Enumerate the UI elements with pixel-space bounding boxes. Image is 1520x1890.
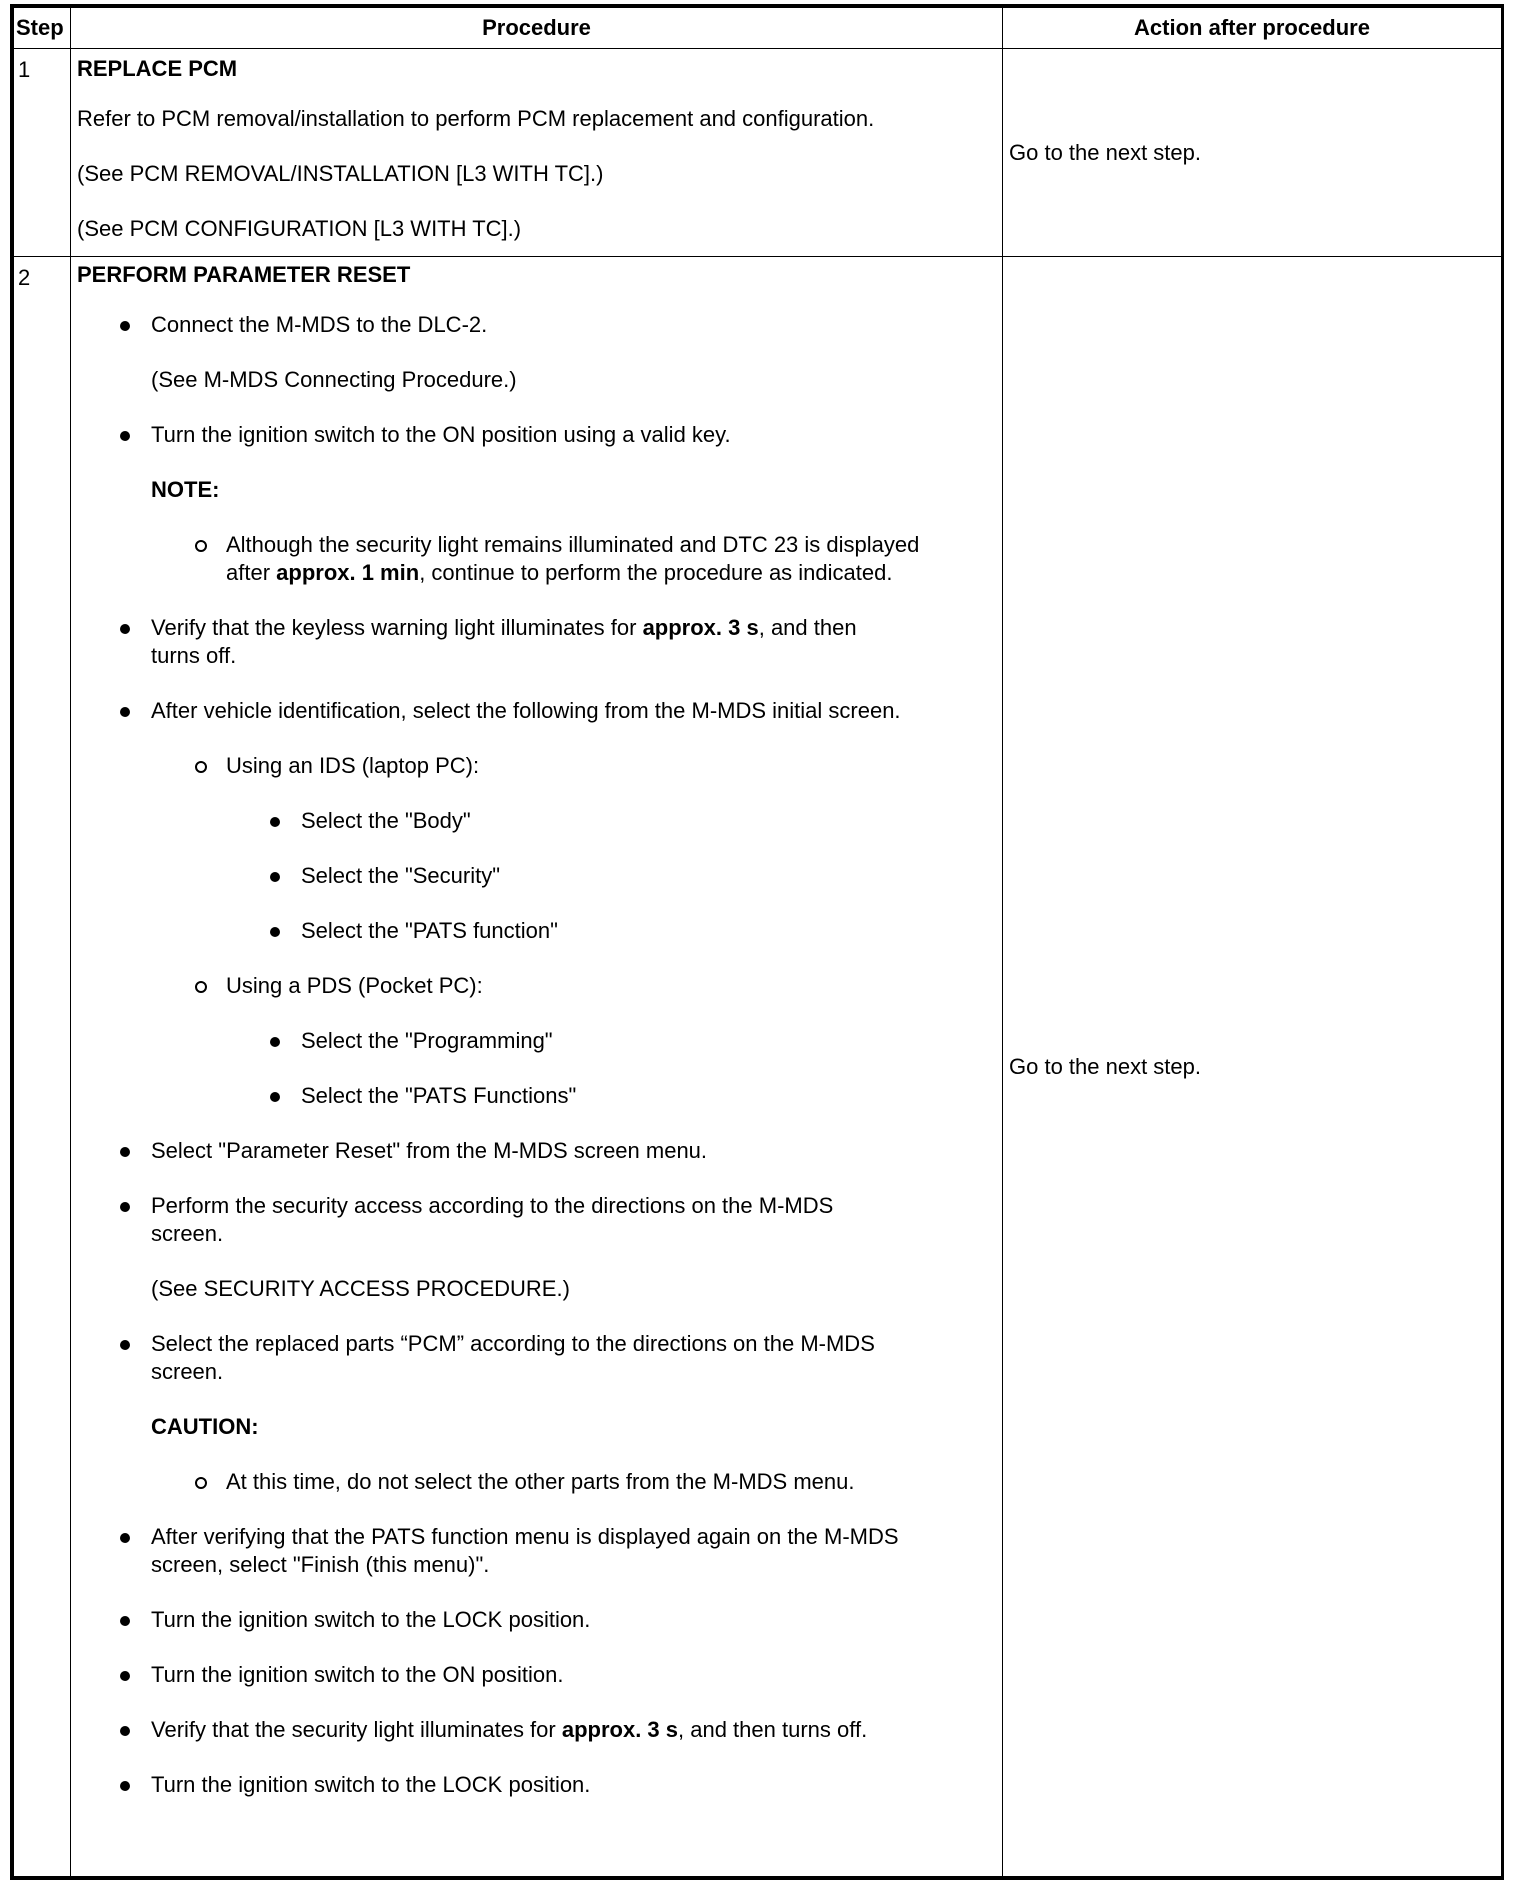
procedure-table — [13, 7, 1502, 1877]
step1-line-1: Refer to PCM removal/installation to perform PCM replacement and configuration. — [77, 106, 875, 131]
bullet-replaced-parts: Select the replaced parts “PCM” according to the directions on the M-MDS screen. — [77, 1330, 911, 1386]
step-procedure-1 — [71, 49, 1003, 257]
note-text — [77, 531, 946, 587]
bullet-lock-1: Turn the ignition switch to the LOCK position. — [77, 1606, 911, 1634]
pds-label: Using a PDS (Pocket PC): — [77, 972, 946, 1000]
pds-item: Select the "Programming" — [77, 1027, 996, 1055]
bullet-connect: Connect the M-MDS to the DLC-2. — [77, 311, 911, 339]
see-connect: (See M-MDS Connecting Procedure.) — [151, 367, 517, 392]
note-bold: approx. 1 min — [276, 560, 420, 585]
caution-label: CAUTION: — [151, 1414, 259, 1439]
bullet-finish: After verifying that the PATS function menu is displayed again on the M-MDS screen, select "Finish (this menu)". — [77, 1523, 911, 1579]
keyless-text-part: , and then turns off. — [151, 615, 857, 668]
ids-item: Select the "Body" — [77, 807, 996, 835]
step-row-2 — [14, 257, 1502, 1877]
header-procedure: Procedure — [71, 8, 1003, 49]
step-number-2: 2 — [14, 257, 71, 1877]
step1-line-3: (See PCM CONFIGURATION [L3 WITH TC].) — [77, 216, 522, 241]
header-action: Action after procedure — [1003, 8, 1502, 49]
ids-label: Using an IDS (laptop PC): — [77, 752, 946, 780]
step1-line-2: (See PCM REMOVAL/INSTALLATION [L3 WITH TC].) — [77, 161, 604, 186]
bullet-security-access: Perform the security access according to the directions on the M-MDS screen. — [77, 1192, 911, 1248]
bullet-lock-2: Turn the ignition switch to the LOCK position. — [77, 1771, 911, 1799]
bullet-keyless — [77, 614, 911, 670]
security-bold: approx. 3 s — [561, 1717, 679, 1742]
note-text-part: Although the security light remains illuminated and DTC 23 is displayed after — [226, 532, 920, 585]
header-step: Step — [14, 8, 71, 49]
header-row — [14, 8, 1502, 49]
step-procedure-2 — [71, 257, 1003, 1877]
bullet-security-light — [77, 1716, 951, 1744]
procedure-document — [10, 4, 1504, 1880]
bullet-turn-on-key: Turn the ignition switch to the ON position using a valid key. — [77, 421, 911, 449]
ids-item: Select the "PATS function" — [77, 917, 996, 945]
bullet-after-id: After vehicle identification, select the following from the M-MDS initial screen. — [77, 697, 911, 725]
step-number-1: 1 — [14, 49, 71, 257]
bullet-param-reset: Select "Parameter Reset" from the M-MDS screen menu. — [77, 1137, 911, 1165]
ids-item: Select the "Security" — [77, 862, 996, 890]
security-text-part: , and then turns off. — [678, 1717, 868, 1742]
security-text-part: Verify that the security light illuminates for — [151, 1717, 562, 1742]
step-title-1: REPLACE PCM — [77, 56, 238, 81]
step-row-1 — [14, 49, 1502, 257]
keyless-text-part: Verify that the keyless warning light illuminates for — [151, 615, 643, 640]
caution-text: At this time, do not select the other parts from the M-MDS menu. — [77, 1468, 986, 1496]
note-label: NOTE: — [151, 477, 220, 502]
see-security: (See SECURITY ACCESS PROCEDURE.) — [151, 1276, 570, 1301]
step-title-2: PERFORM PARAMETER RESET — [77, 262, 411, 287]
pds-item: Select the "PATS Functions" — [77, 1082, 996, 1110]
step-action-1: Go to the next step. — [1003, 49, 1502, 257]
note-text-part: , continue to perform the procedure as indicated. — [419, 560, 893, 585]
step-action-2: Go to the next step. — [1003, 257, 1502, 1877]
bullet-on: Turn the ignition switch to the ON position. — [77, 1661, 911, 1689]
keyless-bold: approx. 3 s — [642, 615, 759, 640]
